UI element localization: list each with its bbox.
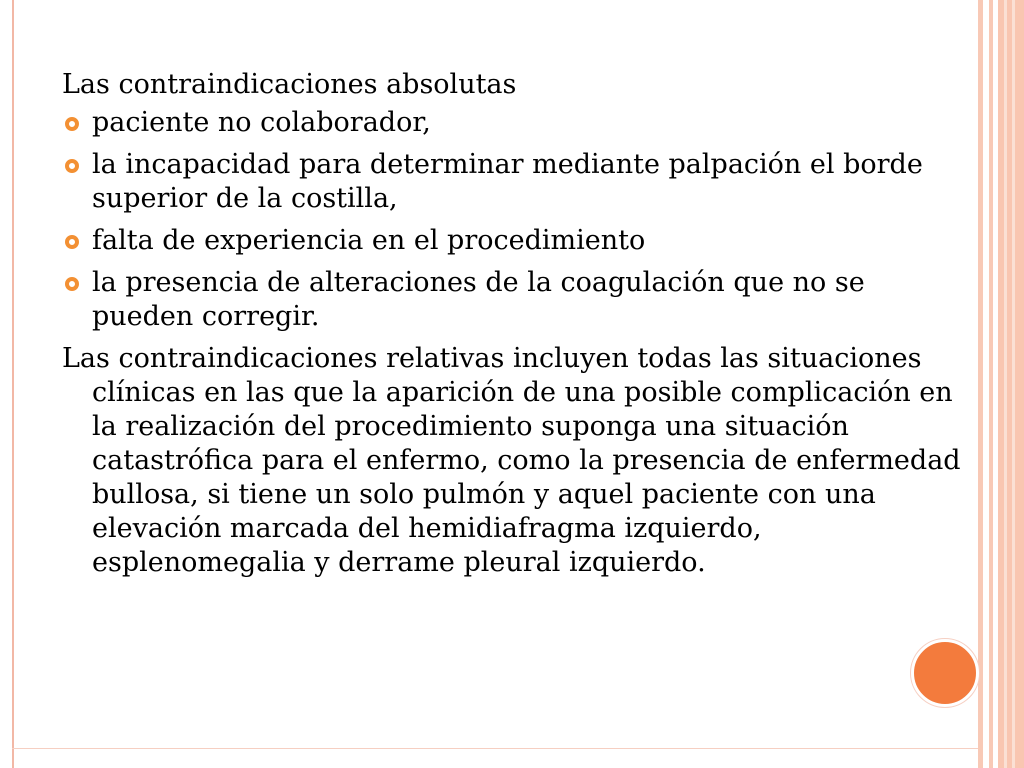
- frame-left-line: [12, 0, 14, 768]
- bullet-icon: [65, 159, 79, 173]
- frame-bottom-line: [12, 748, 978, 749]
- slide-content: [62, 68, 972, 584]
- bullet-text: paciente no colaborador,: [92, 107, 431, 138]
- bullet-icon: [65, 235, 79, 249]
- bullet-icon: [65, 117, 79, 131]
- absolutas-heading: Las contraindicaciones absolutas: [62, 69, 517, 100]
- bullet-item: [62, 224, 972, 258]
- decorative-stripe: [989, 0, 993, 768]
- decorative-stripe: [1004, 0, 1007, 768]
- bullet-item: [62, 106, 972, 140]
- bullet-item: [62, 148, 972, 216]
- decorative-stripe: [998, 0, 1024, 768]
- decorative-stripe: [1012, 0, 1015, 768]
- bullet-text: la presencia de alteraciones de la coagulación que no se pueden corregir.: [92, 267, 865, 332]
- decorative-stripe: [978, 0, 983, 768]
- relativas-paragraph: Las contraindicaciones relativas incluyen todas las situaciones clínicas en las que la aparición de una posible complicación en la realización del procedimiento suponga una situación catastrófica para el enfermo, como la presencia de enfermedad bullosa, si tiene un solo pulmón y aquel paciente con una elevación marcada del hemidiafragma izquierdo, esplenomegalia y derrame pleural izquierdo.: [62, 343, 961, 578]
- bullet-icon: [65, 277, 79, 291]
- accent-circle-icon: [911, 639, 979, 707]
- bullet-text: la incapacidad para determinar mediante palpación el borde superior de la costilla,: [92, 149, 923, 214]
- bullet-text: falta de experiencia en el procedimiento: [92, 225, 646, 256]
- bullet-item: [62, 266, 972, 334]
